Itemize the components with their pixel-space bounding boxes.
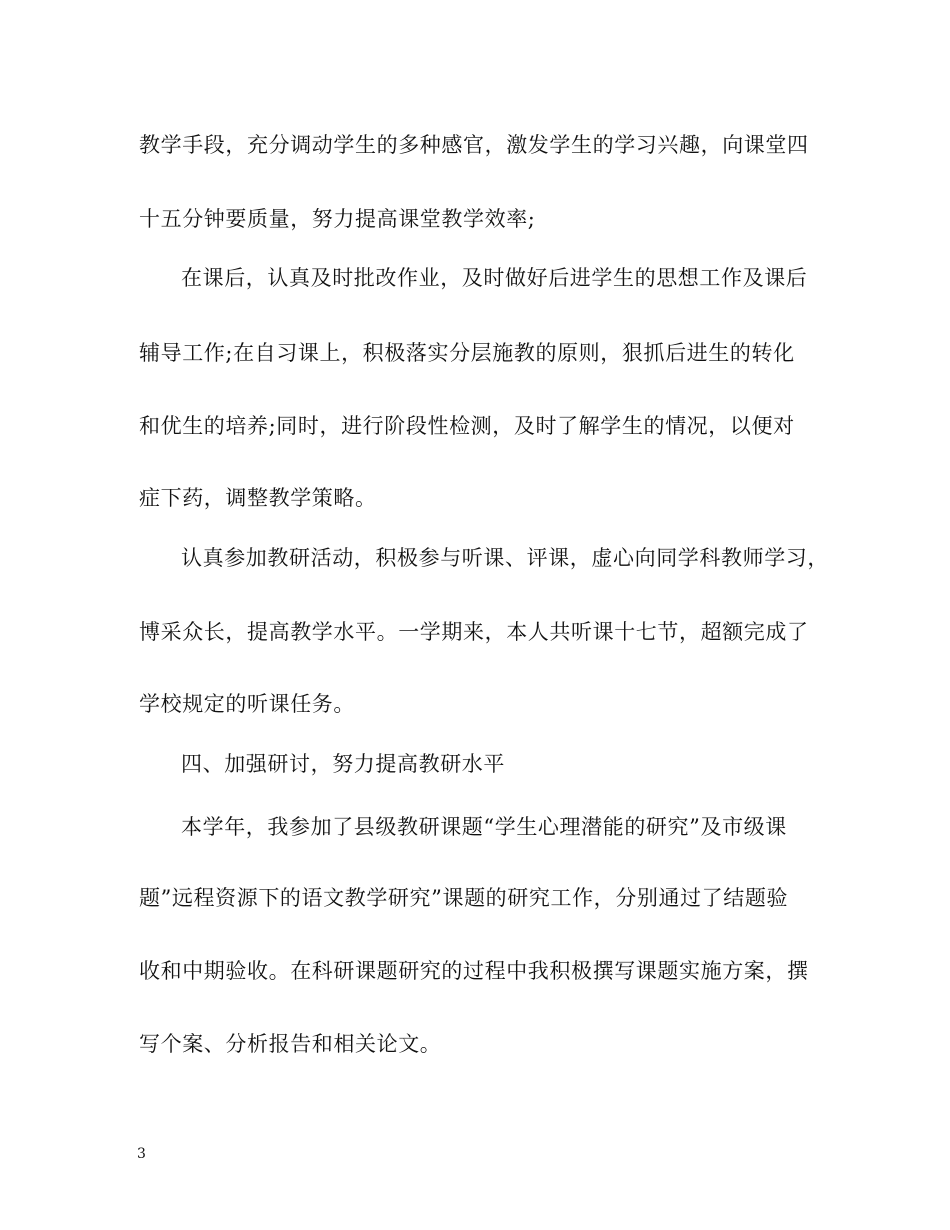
page-number: 3 bbox=[137, 1146, 146, 1162]
text-line: 学校规定的听课任务。 bbox=[139, 692, 355, 716]
text-line: 辅导工作;在自习课上，积极落实分层施教的原则，狠抓后进生的转化 bbox=[139, 341, 795, 365]
text-line: 和优生的培养;同时，进行阶段性检测，及时了解学生的情况，以便对 bbox=[139, 414, 795, 438]
text-line: 收和中期验收。在科研课题研究的过程中我积极撰写课题实施方案，撰 bbox=[139, 959, 809, 983]
paragraph-start-line: 本学年，我参加了县级教研课题“学生心理潜能的研究”及市级课 bbox=[181, 815, 787, 839]
paragraph-start-line: 认真参加教研活动，积极参与听课、评课，虚心向同学科教师学习， bbox=[181, 546, 829, 570]
text-line: 写个案、分析报告和相关论文。 bbox=[139, 1032, 442, 1056]
text-line: 症下药，调整教学策略。 bbox=[139, 486, 377, 510]
section-heading: 四、加强研讨，努力提高教研水平 bbox=[181, 752, 505, 776]
text-line: 题”远程资源下的语文教学研究”课题的研究工作，分别通过了结题验 bbox=[139, 886, 789, 910]
text-line: 教学手段，充分调动学生的多种感官，激发学生的学习兴趣，向课堂四 bbox=[139, 133, 809, 157]
text-line: 博采众长，提高教学水平。一学期来，本人共听课十七节，超额完成了 bbox=[139, 620, 809, 644]
text-line: 十五分钟要质量，努力提高课堂教学效率; bbox=[139, 207, 536, 231]
paragraph-start-line: 在课后，认真及时批改作业，及时做好后进学生的思想工作及课后 bbox=[181, 266, 808, 290]
